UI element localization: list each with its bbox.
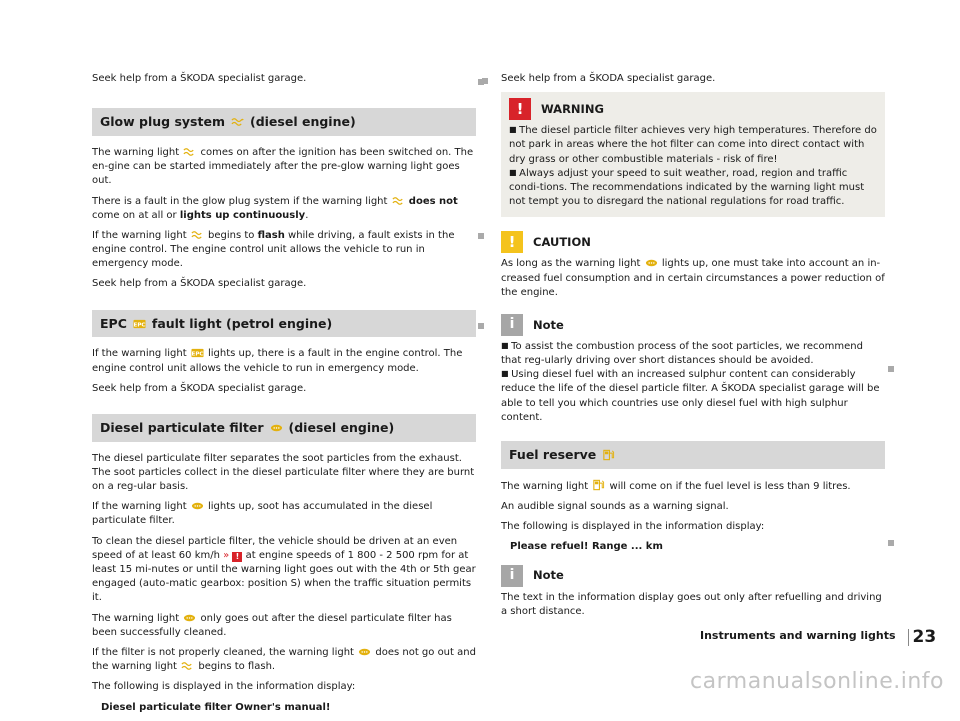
- warning-bullet-2: ■ Always adjust your speed to suit weather, road, region and traffic condi-tions. The recommendations indicated by the warning light must not tempt you to disregard the national regulations for road traffic.: [509, 167, 877, 210]
- warning-icon: !: [232, 552, 242, 562]
- cross-reference-link[interactable]: »: [223, 549, 230, 561]
- caution-heading: ! CAUTION: [501, 231, 885, 253]
- dpf-para-4: The warning light only goes out after the diesel particulate filter has been successfully cleaned.: [92, 612, 452, 638]
- glow-plug-icon: [181, 661, 194, 671]
- note-block-2: [501, 565, 885, 619]
- dpf-header: Diesel particulate filter (diesel engine): [92, 414, 476, 442]
- display-message: Diesel particulate filter Owner's manual!: [101, 701, 331, 713]
- section-end-marker: [478, 233, 484, 239]
- note-bullet-1: ■ To assist the combustion process of the soot particles, we recommend that reg-ularly driving over short distances should be avoided.: [501, 340, 885, 368]
- warning-heading: ! WARNING: [509, 98, 877, 120]
- note-block: [501, 314, 885, 425]
- warning-icon: !: [509, 98, 531, 120]
- fuel-pump-icon: [592, 479, 605, 491]
- glow-para-2: There is a fault in the glow plug system if the warning light does not come on at all or lights up continuously.: [92, 195, 458, 221]
- intro-text: Seek help from a ŠKODA specialist garage.: [92, 73, 307, 84]
- section-end-marker: [478, 79, 484, 85]
- glow-plug-icon: [392, 196, 405, 206]
- glow-plug-icon: [231, 117, 244, 127]
- svg-text:EPC: EPC: [191, 351, 204, 358]
- footer-section-title: Instruments and warning lights: [700, 629, 896, 642]
- dpf-para-3: To clean the diesel particle filter, the vehicle should be driven at an even speed of at least 60 km/h » ! at engine speeds of 1 800 - 2 500 rpm for at least 15 mi-nutes or until the warning light goes out with the 4th or 5th gear engaged (auto-matic gearbox: position S) when the traffic situation permits it.: [92, 535, 476, 604]
- section-end-marker: [478, 323, 484, 329]
- intro-text: Seek help from a ŠKODA specialist garage.: [501, 73, 716, 84]
- particulate-filter-icon: [645, 258, 658, 268]
- glow-plug-icon: [183, 147, 196, 157]
- section-end-marker: [888, 366, 894, 372]
- info-icon: i: [501, 565, 523, 587]
- dpf-para-2: If the warning light lights up, soot has accumulated in the diesel particulate filter.: [92, 501, 433, 527]
- note-text: The text in the information display goes out only after refuelling and driving a short distance.: [501, 591, 882, 617]
- page-footer: [700, 628, 936, 646]
- glow-para-4: Seek help from a ŠKODA specialist garage.: [92, 278, 307, 290]
- caution-block: [501, 231, 885, 300]
- info-icon: i: [501, 314, 523, 336]
- dpf-para-6: The following is displayed in the information display:: [92, 681, 356, 693]
- caution-text: As long as the warning light lights up, one must take into account an in-creased fuel consumption and in certain circumstances a power reduction of the engine.: [501, 258, 885, 298]
- fuel-reserve-header: Fuel reserve: [501, 441, 885, 469]
- epc-para-1: If the warning light EPC lights up, there is a fault in the engine control. The engine control unit allows the vehicle to run in emergency mode.: [92, 348, 463, 374]
- glow-title-a: Glow plug system: [100, 114, 225, 130]
- note-heading: i Note: [501, 314, 885, 336]
- glow-plug-icon: [191, 230, 204, 240]
- note-bullet-2: ■ Using diesel fuel with an increased sulphur content can considerably reduce the life of the diesel particle filter. A ŠKODA specialist garage will be able to tell you which countries use only diesel fuel with high sulphur content.: [501, 368, 885, 425]
- particulate-filter-icon: [191, 501, 204, 511]
- display-message: Please refuel! Range ... km: [510, 541, 663, 553]
- particulate-filter-icon: [270, 423, 283, 433]
- page-number: 23: [908, 629, 937, 646]
- glow-plug-header: [92, 108, 476, 136]
- left-column: [92, 72, 476, 721]
- epc-icon: [133, 319, 146, 329]
- glow-para-3: If the warning light begins to flash while driving, a fault exists in the engine control. The engine control unit allows the vehicle to run in emergency mode.: [92, 229, 455, 270]
- warning-box: [501, 92, 885, 217]
- fuel-para-3: The following is displayed in the information display:: [501, 521, 765, 533]
- dpf-para-5: If the filter is not properly cleaned, the warning light does not go out and the warning light begins to flash.: [92, 646, 476, 673]
- glow-title-b: (diesel engine): [249, 114, 356, 130]
- watermark: carmanualsonline.info: [690, 668, 944, 694]
- caution-icon: !: [501, 231, 523, 253]
- particulate-filter-icon: [183, 613, 196, 623]
- epc-icon: [191, 348, 204, 358]
- fuel-para-1: The warning light will come on if the fuel level is less than 9 litres.: [501, 480, 851, 492]
- svg-text:EPC: EPC: [133, 321, 146, 328]
- fuel-pump-icon: [602, 449, 615, 461]
- dpf-para-1: The diesel particulate filter separates the soot particles from the exhaust. The soot particles collect in the diesel particulate filter where they are burnt on a reg-ular basis.: [92, 452, 475, 493]
- note-heading: i Note: [501, 565, 885, 587]
- right-column: [501, 72, 885, 633]
- particulate-filter-icon: [358, 647, 371, 657]
- warning-bullet-1: ■ The diesel particle filter achieves very high temperatures. Therefore do not park in areas where the hot filter can come into direct contact with dry grass or other combustible materials - risk of fire!: [509, 124, 877, 167]
- fuel-para-2: An audible signal sounds as a warning signal.: [501, 500, 729, 512]
- epc-para-2: Seek help from a ŠKODA specialist garage.: [92, 382, 307, 394]
- section-end-marker: [888, 540, 894, 546]
- glow-para-1: The warning light comes on after the ignition has been switched on. The en-gine can be started immediately after the pre-glow warning light goes out.: [92, 146, 474, 187]
- epc-header: EPC EPC fault light (petrol engine): [92, 310, 476, 338]
